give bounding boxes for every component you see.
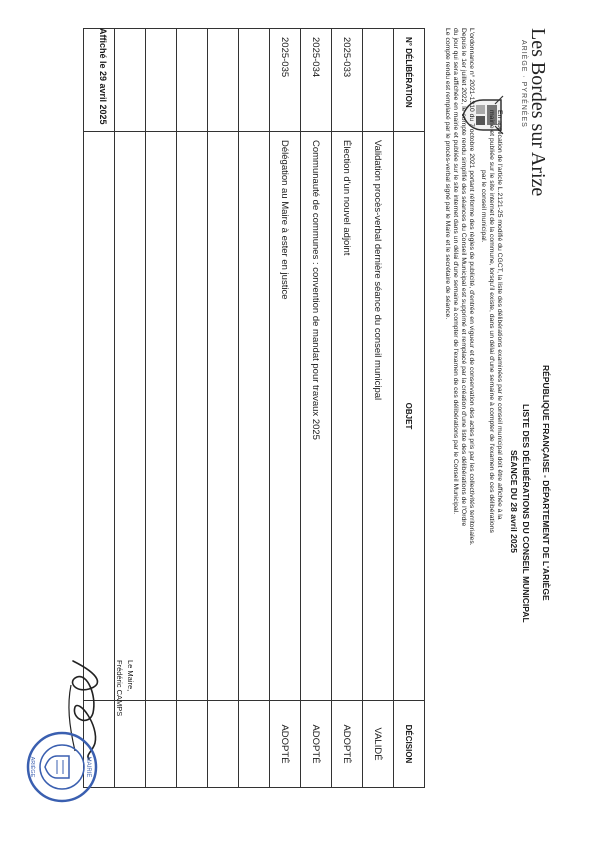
row-num [146, 29, 177, 132]
row-decision [239, 701, 270, 788]
svg-text:MAIRIE: MAIRIE [85, 756, 91, 778]
row-decision [208, 701, 239, 788]
intro-paragraph [479, 110, 503, 790]
row-objet [115, 132, 146, 701]
row-num: 2025-035 [270, 29, 301, 132]
maire-label: Le Maire, [126, 660, 135, 692]
table-row [239, 29, 270, 788]
row-objet [239, 132, 270, 701]
row-decision: ADOPTÉ [332, 701, 363, 788]
republique-header: RÉPUBLIQUE FRANÇAISE - DÉPARTEMENT DE L'ARIÈGE [541, 365, 551, 601]
row-num: 2025-033 [332, 29, 363, 132]
row-num [177, 29, 208, 132]
ordonnance-line: Depuis le 1er juillet 2022, le compte rendu simplifié des séances du Conseil Municipal est supprimé et remplacé par la création d'une liste des délibérations de l'Ordre [460, 28, 467, 527]
commune-logo-subtitle: ARIÈGE · PYRÉNÉES [520, 40, 527, 128]
row-decision: ADOPTÉ [270, 701, 301, 788]
header-objet: OBJET [394, 132, 425, 701]
ordonnance-line: Le compte rendu est remplacé par le procès-verbal signé par le Maire et le secrétaire de séance. [444, 28, 451, 320]
row-objet [146, 132, 177, 701]
svg-text:ARIÈGE: ARIÈGE [29, 756, 35, 778]
row-objet [84, 132, 115, 701]
table-row [270, 29, 301, 788]
row-num [363, 29, 394, 132]
row-num: 2025-034 [301, 29, 332, 132]
row-objet: Communauté de communes : convention de mandat pour travaux 2025 [301, 132, 332, 701]
table-row [146, 29, 177, 788]
row-objet [177, 132, 208, 701]
intro-line: En application de l'article L.2121-25 modifié du CGCT, la liste des délibérations examinées par le conseil municipal doit être affichée à la [496, 110, 503, 520]
intro-line: mairie et publiée sur le site internet de la commune, lorsqu'il existe, dans un délai d'une semaine à compter de l'examen de ces délibérations [488, 110, 495, 533]
table-row [332, 29, 363, 788]
row-decision [146, 701, 177, 788]
mairie-seal-icon [25, 730, 99, 804]
row-decision: VALIDÉ [363, 701, 394, 788]
row-decision: ADOPTÉ [301, 701, 332, 788]
table-row [208, 29, 239, 788]
maire-name: Frédéric CAMPS [115, 660, 124, 717]
ordonnance-line: L'ordonnance n° 2021-1310 du 7 octobre 2021 portant réforme des règles de publicité, d'entrée en vigueur et de conservation des actes pris par les collectivités territoriales. [468, 28, 475, 546]
header-decision: DÉCISION [394, 701, 425, 788]
commune-logo-text: Les Bordes sur Arize [527, 28, 549, 197]
ordonnance-line: du jour qui sera affichée en mairie et publiée sur le site internet dans un délai d'une semaine à compter de l'examen de ces délibérations par le Conseil Municipal. [452, 28, 459, 515]
intro-line: par le conseil municipal. [480, 170, 487, 243]
table-row [177, 29, 208, 788]
row-num [239, 29, 270, 132]
page-title: LISTE DES DÉLIBÉRATIONS DU CONSEIL MUNICIPAL [521, 404, 531, 623]
row-num [208, 29, 239, 132]
affichage-date: Affiché le 29 avril 2025 [98, 28, 108, 125]
row-objet: Validation procès-verbal dernière séance du conseil municipal [363, 132, 394, 701]
row-num [115, 29, 146, 132]
row-decision [177, 701, 208, 788]
row-objet [208, 132, 239, 701]
header-num: N° DÉLIBÉRATION [394, 29, 425, 132]
table-row [363, 29, 394, 788]
table-row [301, 29, 332, 788]
ordonnance-paragraph [443, 28, 475, 808]
seance-date: SÉANCE DU 28 avril 2025 [509, 450, 519, 553]
row-objet: Élection d'un nouvel adjoint [332, 132, 363, 701]
row-objet: Délégation au Maire à ester en justice [270, 132, 301, 701]
table-header-row [394, 29, 425, 788]
